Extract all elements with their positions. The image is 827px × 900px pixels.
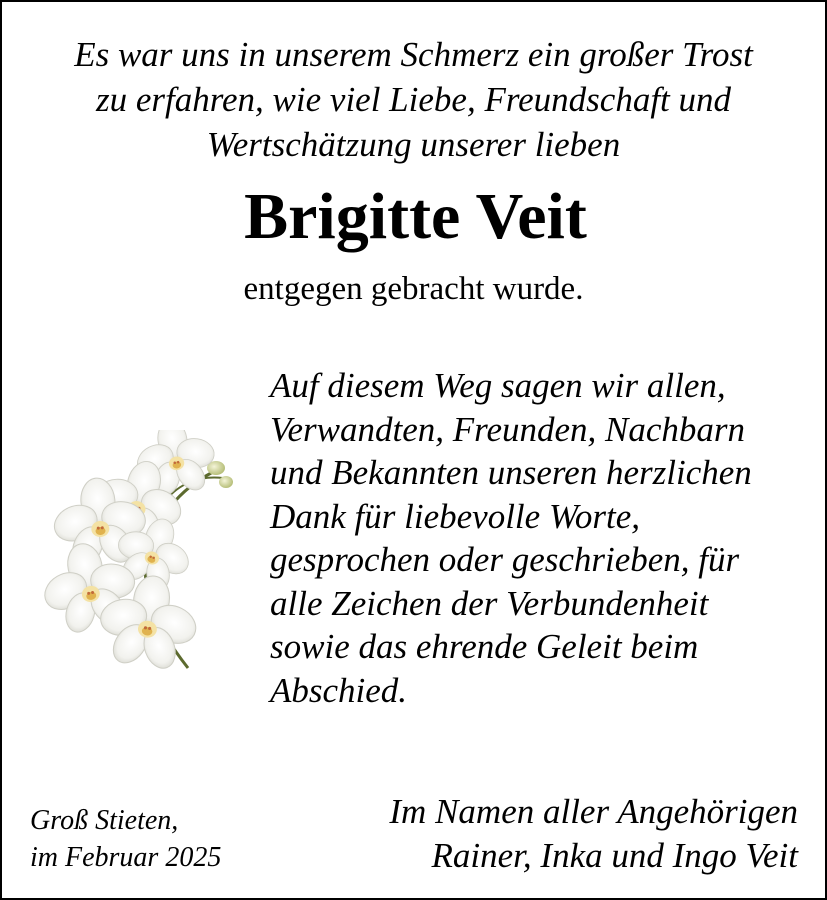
signature-line-1: Im Namen aller Angehörigen — [389, 792, 798, 831]
intro-line-3: Wertschätzung unserer lieben — [206, 125, 621, 164]
thanks-line-1: Auf diesem Weg sagen wir allen, — [270, 366, 726, 405]
intro-text — [2, 32, 825, 167]
intro-line-2: zu erfahren, wie viel Liebe, Freundschaft und — [95, 80, 732, 119]
thanks-line-6: alle Zeichen der Verbundenheit — [270, 583, 709, 623]
deceased-name: Brigitte Veit — [244, 180, 587, 253]
place-date — [30, 802, 290, 876]
thanks-line-2: Verwandten, Freunden, Nachbarn — [270, 409, 746, 449]
thanks-line-7: sowie das ehrende Geleit beim — [270, 627, 699, 666]
signature — [298, 790, 798, 878]
intro-line-1: Es war uns in unserem Schmerz ein großer Trost — [74, 35, 753, 74]
received-text: entgegen gebracht wurde. — [243, 271, 584, 307]
thanks-line-8: Abschied. — [270, 670, 408, 710]
thanks-message — [270, 364, 820, 712]
white-orchid-icon — [38, 430, 238, 675]
thanks-line-3: und Bekannten unseren herzlichen — [270, 453, 752, 492]
thanks-line-5: gesprochen oder geschrieben, für — [270, 540, 740, 579]
signature-line-2: Rainer, Inka und Ingo Veit — [431, 836, 798, 875]
thanks-line-4: Dank für liebevolle Worte, — [270, 496, 641, 536]
date-text: im Februar 2025 — [30, 842, 222, 873]
place-text: Groß Stieten, — [30, 805, 179, 836]
